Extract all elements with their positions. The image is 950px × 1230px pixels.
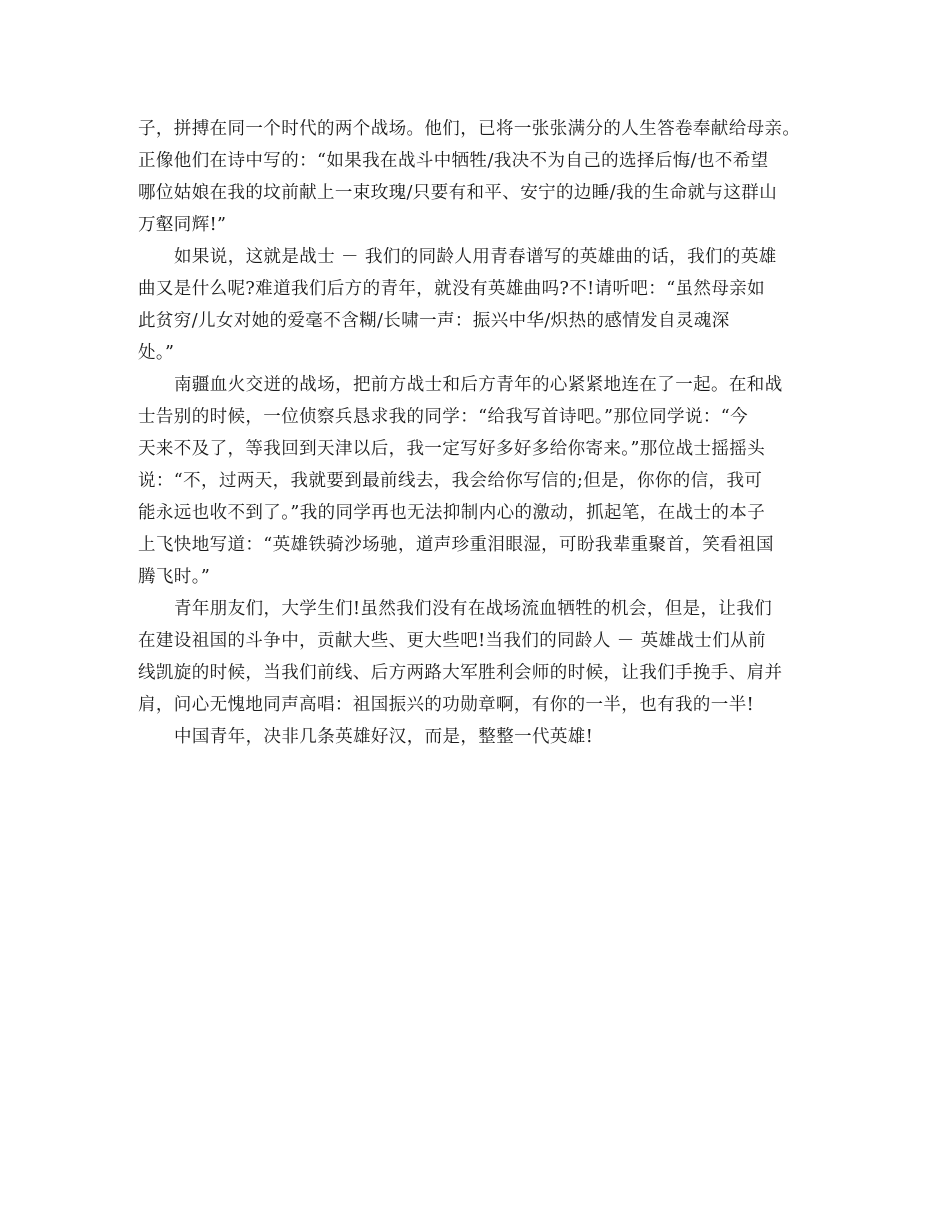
text-line: 子，拼搏在同一个时代的两个战场。他们，已将一张张满分的人生答卷奉献给母亲。 <box>138 119 801 139</box>
text-line: 天来不及了，等我回到天津以后，我一定写好多好多给你寄来。”那位战士摇摇头 <box>138 439 766 459</box>
text-line: 士告别的时候，一位侦察兵恳求我的同学：“给我写首诗吧。”那位同学说：“今 <box>138 407 748 427</box>
text-line: 哪位姑娘在我的坟前献上一束玫瑰/只要有和平、安宁的边睡/我的生命就与这群山 <box>138 183 778 203</box>
text-line: 处。” <box>138 343 175 363</box>
text-line: 此贫穷/儿女对她的爱毫不含糊/长啸一声：振兴中华/炽热的感情发自灵魂深 <box>138 311 730 331</box>
text-line: 万壑同辉!” <box>138 215 227 235</box>
body-text <box>138 113 818 753</box>
text-line: 腾飞时。” <box>138 567 211 587</box>
paragraph-start-line: 中国青年，决非几条英雄好汉，而是，整整一代英雄! <box>174 727 594 747</box>
text-line: 线凯旋的时候，当我们前线、后方两路大军胜利会师的时候，让我们手挽手、肩并 <box>138 663 783 683</box>
text-line: 肩，问心无愧地同声高唱：祖国振兴的功勋章啊，有你的一半，也有我的一半! <box>138 695 755 715</box>
paragraph-start-line: 青年朋友们，大学生们!虽然我们没有在战场流血牺牲的机会，但是，让我们 <box>174 599 773 619</box>
text-line: 说：“不，过两天，我就要到最前线去，我会给你写信的;但是，你你的信，我可 <box>138 471 763 491</box>
text-line: 上飞快地写道：“英雄铁骑沙场驰，道声珍重泪眼湿，可盼我辈重聚首，笑看祖国 <box>138 535 774 555</box>
paragraph-start-line: 如果说，这就是战士 － 我们的同龄人用青春谱写的英雄曲的话，我们的英雄 <box>174 247 777 267</box>
text-line: 能永远也收不到了。”我的同学再也无法抑制内心的激动，抓起笔，在战士的本子 <box>138 503 766 523</box>
text-line: 在建设祖国的斗争中，贡献大些、更大些吧!当我们的同龄人 － 英雄战士们从前 <box>138 631 766 651</box>
text-line: 正像他们在诗中写的：“如果我在战斗中牺牲/我决不为自己的选择后悔/也不希望 <box>138 151 769 171</box>
text-line: 曲又是什么呢?难道我们后方的青年，就没有英雄曲吗?不!请听吧：“虽然母亲如 <box>138 279 766 299</box>
paragraph-start-line: 南疆血火交迸的战场，把前方战士和后方青年的心紧紧地连在了一起。在和战 <box>174 375 783 395</box>
